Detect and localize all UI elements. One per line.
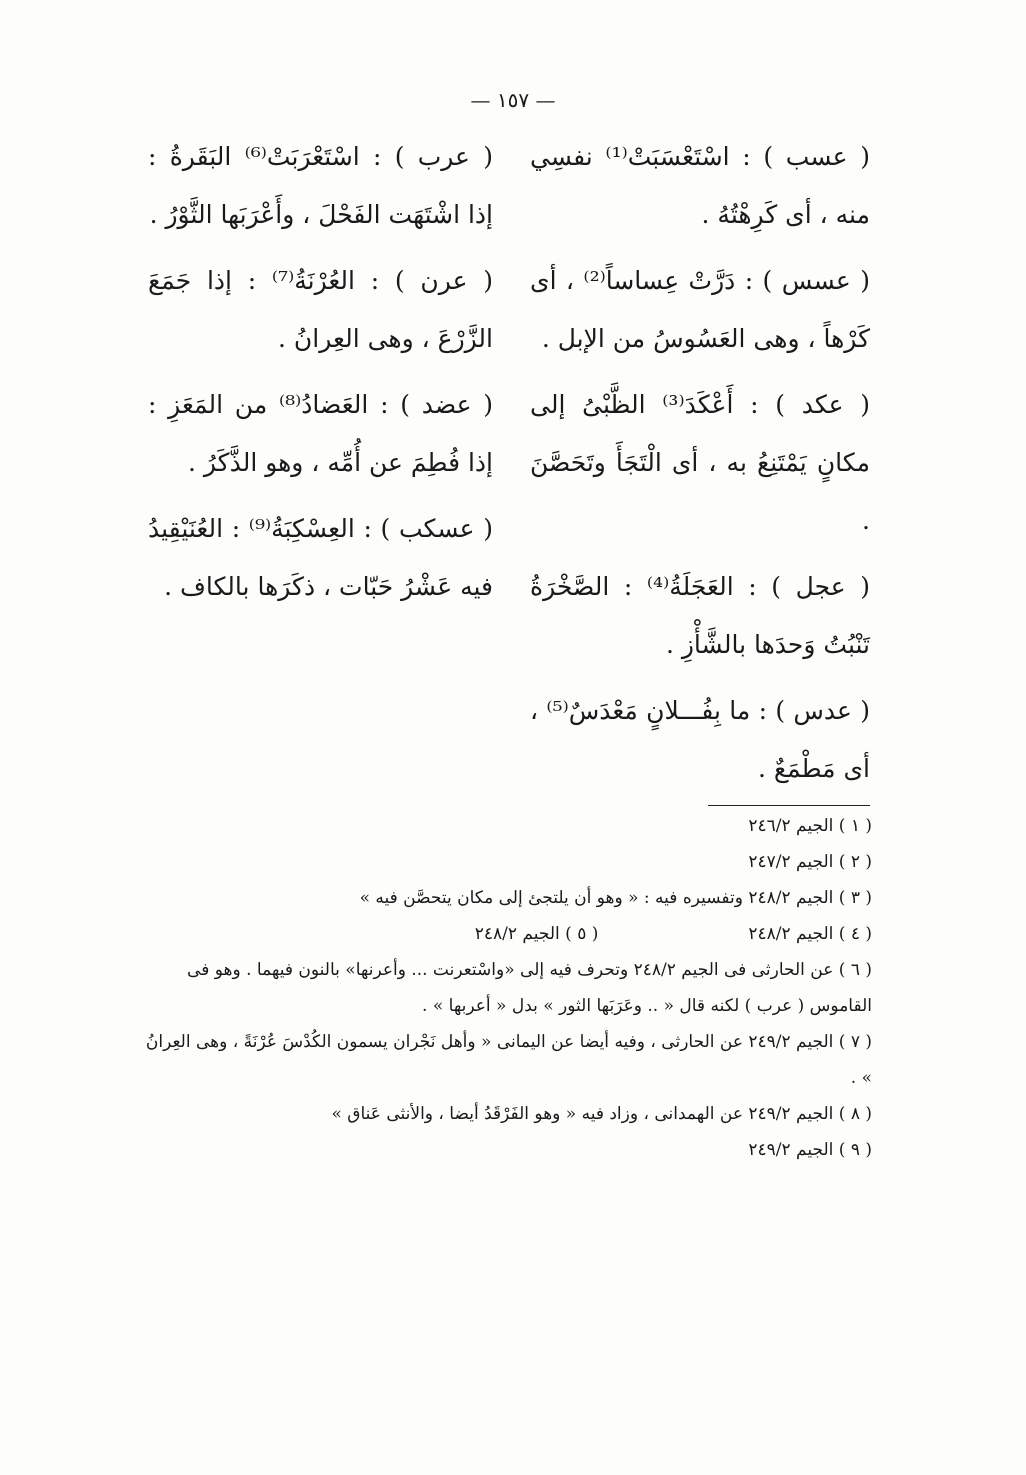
entry-akd: ( عكد ) : أَعْكَدَ⁽³⁾ الظَّبْىُ إلى مكانٍ يَمْتَنِعُ به ، أى الْتَجَأَ وتَحَصَّنَ . <box>530 390 870 535</box>
entry-arn: ( عرن ) : العُرْنَةُ⁽⁷⁾ : إذا جَمَعَ الزَّرْعَ ، وهى العِرانُ . <box>148 266 493 353</box>
entry-ads: ( عدس ) : ما بِفُـــلانٍ مَعْدَسٌ⁽⁵⁾ ، أى مَطْمَعٌ . <box>530 696 871 783</box>
right-column <box>530 128 870 806</box>
footnote-8: ( ٨ ) الجيم ٢٤٩/٢ عن الهمدانى ، وزاد فيه « وهو الفَرْقَدُ أيضا ، والأنثى عَناق » <box>331 1104 872 1124</box>
footnote-4: ( ٤ ) الجيم ٢٤٨/٢ <box>748 924 872 944</box>
entry-asb: ( عسب ) : اسْتَعْسَبَتْ⁽¹⁾ نفسِي منه ، أى كَرِهْتُهُ . <box>530 142 870 229</box>
entry-arb: ( عرب ) : اسْتَعْرَبَتْ⁽⁶⁾ البَقَرةُ : إذا اشْتَهَت الفَحْلَ ، وأَعْرَبَها الثَّوْرُ . <box>148 142 493 229</box>
entry-askb: ( عسكب ) : العِسْكِبَةُ⁽⁹⁾ : العُنَيْقِيدُ فيه عَشْرُ حَبّات ، ذكَرَها بالكاف . <box>148 514 493 601</box>
footnotes <box>140 808 872 1168</box>
entry-adhd: ( عضد ) : العَضادُ⁽⁸⁾ من المَعَزِ : إذا فُطِمَ عن أُمِّه ، وهو الذَّكَرُ . <box>148 390 493 477</box>
footnote-2: ( ٢ ) الجيم ٢٤٧/٢ <box>748 852 872 872</box>
footnote-divider <box>708 805 870 806</box>
footnote-1: ( ١ ) الجيم ٢٤٦/٢ <box>748 816 872 836</box>
footnote-3: ( ٣ ) الجيم ٢٤٨/٢ وتفسيره فيه : « وهو أن يلتجئ إلى مكان يتحصَّن فيه » <box>359 888 872 908</box>
footnote-7: ( ٧ ) الجيم ٢٤٩/٢ عن الحارثى ، وفيه أيضا عن اليمانى « وأهل نَجْران يسمون الكُدْسَ عُرْنَةً ، وهى العِرانُ » . <box>145 1032 872 1088</box>
footnote-5: ( ٥ ) الجيم ٢٤٨/٢ <box>474 924 599 944</box>
page-number: — ١٥٧ — <box>470 88 556 112</box>
entry-ajl: ( عجل ) : العَجَلَةُ⁽⁴⁾ : الصَّخْرَةُ تَنْبُتُ وَحدَها بالشَّأْزِ . <box>530 572 870 659</box>
footnote-6: ( ٦ ) عن الحارثى فى الجيم ٢٤٨/٢ وتحرف فيه إلى «واسْتعرنت ... وأعرنها» بالنون فيهما . وهو فى القاموس ( عرب ) لكنه قال « .. وعَرَبَها الثور » بدل « أعربها » . <box>187 960 872 1016</box>
left-column <box>148 128 493 624</box>
entry-ass: ( عسس ) : دَرَّتْ عِساساً⁽²⁾ ، أى كَرْهاً ، وهى العَسُوسُ من الإبل . <box>530 266 870 353</box>
footnote-4-5 <box>140 916 872 952</box>
footnote-9: ( ٩ ) الجيم ٢٤٩/٢ <box>748 1140 872 1160</box>
